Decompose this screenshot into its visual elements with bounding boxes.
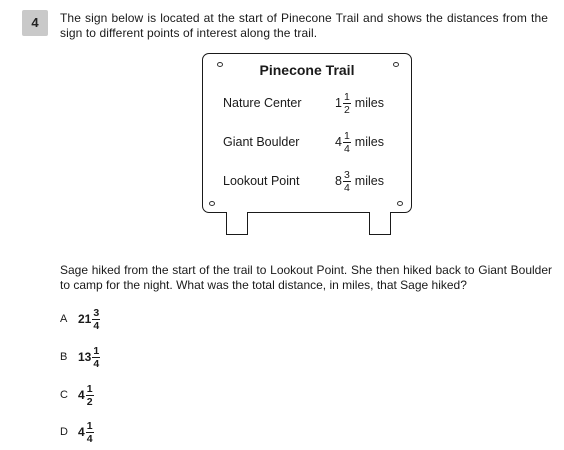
- choice-whole: 21: [78, 312, 92, 326]
- sign-row: [223, 127, 403, 157]
- sign-distance: [335, 127, 384, 157]
- sign-leg-right: [369, 212, 391, 235]
- sign-row: [223, 88, 403, 118]
- sign-title: Pinecone Trail: [259, 62, 355, 78]
- distance-unit: miles: [354, 135, 384, 149]
- question-intro: The sign below is located at the start of Pinecone Trail and shows the distances from the sign to different points of interest along the trail.: [60, 11, 548, 40]
- answer-choice-d[interactable]: [60, 415, 98, 449]
- fraction-numerator: 1: [86, 382, 93, 395]
- choice-fraction: [86, 421, 94, 444]
- answer-choice-b[interactable]: [60, 340, 104, 374]
- fraction-denominator: 2: [343, 103, 350, 116]
- sign-place: Giant Boulder: [223, 135, 300, 149]
- choice-whole: 4: [78, 425, 85, 439]
- distance-whole: 4: [335, 135, 342, 149]
- choice-letter: C: [60, 389, 68, 401]
- distance-whole: 8: [335, 174, 342, 188]
- sign-leg-left: [226, 212, 248, 235]
- fraction-denominator: 4: [343, 181, 350, 194]
- sign-row: [223, 166, 403, 196]
- fraction-denominator: 4: [343, 142, 350, 155]
- sign-distance: [335, 166, 384, 196]
- answer-choice-c[interactable]: [60, 378, 98, 412]
- distance-whole: 1: [335, 96, 342, 110]
- question-stem: Sage hiked from the start of the trail to Lookout Point. She then hiked back to Giant Boulder to camp for the night. What was the total distance, in miles, that Sage hiked?: [60, 263, 552, 292]
- choice-whole: 4: [78, 388, 85, 402]
- choice-fraction: [86, 384, 94, 407]
- question-number: 4: [22, 10, 48, 36]
- choice-letter: D: [60, 426, 68, 438]
- trail-sign: [202, 53, 412, 213]
- fraction-numerator: 1: [93, 344, 100, 357]
- distance-unit: miles: [354, 174, 384, 188]
- distance-unit: miles: [354, 96, 384, 110]
- choice-letter: B: [60, 351, 68, 363]
- fraction-denominator: 4: [93, 357, 100, 370]
- distance-fraction: [343, 92, 351, 115]
- distance-fraction: [343, 131, 351, 154]
- choice-fraction: [92, 308, 100, 331]
- sign-hole-bottom-right: [397, 201, 403, 206]
- sign-place: Nature Center: [223, 96, 302, 110]
- fraction-numerator: 1: [343, 129, 350, 142]
- fraction-numerator: 3: [343, 168, 350, 181]
- choice-whole: 13: [78, 350, 92, 364]
- choice-letter: A: [60, 313, 68, 325]
- sign-hole-bottom-left: [209, 201, 215, 206]
- fraction-denominator: 2: [86, 395, 93, 408]
- fraction-denominator: 4: [86, 432, 93, 445]
- fraction-numerator: 1: [86, 419, 93, 432]
- fraction-numerator: 3: [93, 306, 100, 319]
- sign-place: Lookout Point: [223, 174, 300, 188]
- fraction-denominator: 4: [93, 319, 100, 332]
- answer-choice-a[interactable]: [60, 302, 104, 336]
- fraction-numerator: 1: [343, 90, 350, 103]
- sign-distance: [335, 88, 384, 118]
- distance-fraction: [343, 170, 351, 193]
- choice-fraction: [92, 346, 100, 369]
